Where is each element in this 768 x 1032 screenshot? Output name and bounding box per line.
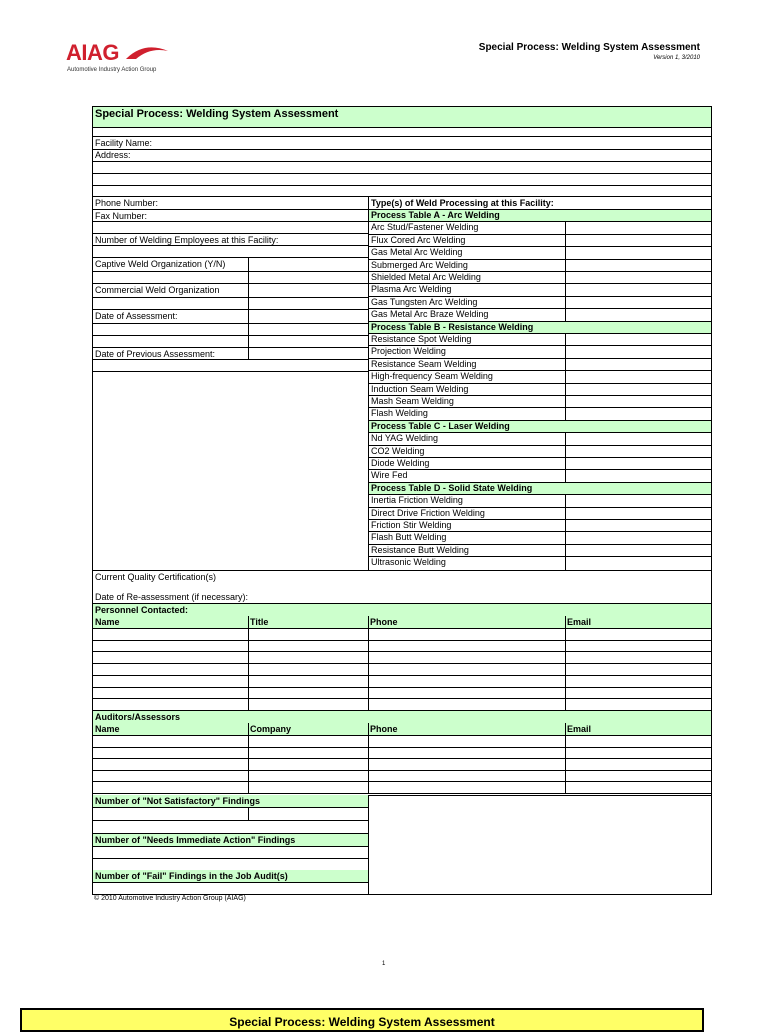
- next-page-title: Special Process: Welding System Assessment: [229, 1015, 495, 1029]
- aud-col-company: Company: [248, 723, 368, 735]
- finding-needs-immediate-action: Number of "Needs Immediate Action" Findings: [93, 834, 368, 846]
- process-row: Induction Seam Welding: [371, 384, 469, 394]
- date-assessment-label: Date of Assessment:: [95, 311, 178, 321]
- aud-col-name: Name: [93, 723, 248, 735]
- pers-col-title: Title: [248, 616, 368, 628]
- process-row: Shielded Metal Arc Welding: [371, 272, 481, 282]
- process-row: Plasma Arc Welding: [371, 284, 452, 294]
- personnel-title: Personnel Contacted:: [93, 604, 711, 616]
- process-row: High-frequency Seam Welding: [371, 371, 493, 381]
- process-table-header: Process Table B - Resistance Welding: [369, 322, 711, 333]
- process-row: Mash Seam Welding: [371, 396, 454, 406]
- assessment-form: [92, 106, 712, 895]
- aud-col-email: Email: [565, 723, 711, 735]
- aud-col-phone: Phone: [368, 723, 565, 735]
- process-row: Diode Welding: [371, 458, 430, 468]
- auditors-title: Auditors/Assessors: [93, 711, 711, 723]
- process-row: Gas Metal Arc Braze Welding: [371, 309, 489, 319]
- process-row: Flux Cored Arc Welding: [371, 235, 466, 245]
- process-row: Resistance Spot Welding: [371, 334, 472, 344]
- commercial-weld-label: Commercial Weld Organization: [95, 285, 220, 295]
- process-row: Resistance Seam Welding: [371, 359, 477, 369]
- date-previous-assessment-label: Date of Previous Assessment:: [95, 349, 216, 359]
- form-title: Special Process: Welding System Assessment: [93, 107, 711, 127]
- process-table-header: Process Table A - Arc Welding: [369, 210, 711, 221]
- process-table-header: Process Table D - Solid State Welding: [369, 483, 711, 494]
- pers-col-phone: Phone: [368, 616, 565, 628]
- header-version: Version 1, 3/2010: [653, 55, 700, 61]
- captive-weld-label: Captive Weld Organization (Y/N): [95, 259, 226, 269]
- process-row: Submerged Arc Welding: [371, 260, 468, 270]
- finding-not-satisfactory: Number of "Not Satisfactory" Findings: [93, 795, 368, 807]
- page-number: 1: [382, 961, 386, 967]
- quality-cert-label: Current Quality Certification(s): [95, 572, 217, 582]
- pers-col-name: Name: [93, 616, 248, 628]
- process-row: Inertia Friction Welding: [371, 495, 463, 505]
- pers-col-email: Email: [565, 616, 711, 628]
- process-row: Friction Stir Welding: [371, 520, 452, 530]
- next-page-header: [20, 1008, 704, 1032]
- phone-number-label: Phone Number:: [95, 198, 159, 208]
- finding-fail-job-audit: Number of "Fail" Findings in the Job Audit(s): [93, 870, 368, 882]
- process-row: Gas Tungsten Arc Welding: [371, 297, 478, 307]
- logo-brand: AIAG: [66, 40, 119, 65]
- header-title: Special Process: Welding System Assessment: [478, 42, 700, 53]
- process-row: Projection Welding: [371, 346, 446, 356]
- process-row: Arc Stud/Fastener Welding: [371, 222, 479, 232]
- process-row: Flash Welding: [371, 408, 428, 418]
- weld-types-header: Type(s) of Weld Processing at this Facility:: [371, 198, 554, 208]
- process-row: Resistance Butt Welding: [371, 545, 469, 555]
- process-row: Ultrasonic Welding: [371, 557, 446, 567]
- copyright-footer: © 2010 Automotive Industry Action Group (AIAG): [94, 895, 246, 902]
- process-row: Gas Metal Arc Welding: [371, 247, 463, 257]
- logo-subtitle: Automotive Industry Action Group: [67, 67, 157, 73]
- aiag-logo: [66, 40, 176, 76]
- facility-name-label: Facility Name:: [95, 138, 153, 148]
- process-row: Flash Butt Welding: [371, 532, 447, 542]
- address-label: Address:: [95, 150, 131, 160]
- process-table-header: Process Table C - Laser Welding: [369, 421, 711, 432]
- process-row: Nd YAG Welding: [371, 433, 439, 443]
- process-row: CO2 Welding: [371, 446, 425, 456]
- fax-number-label: Fax Number:: [95, 211, 148, 221]
- process-row: Wire Fed: [371, 470, 408, 480]
- reassessment-label: Date of Re-assessment (if necessary):: [95, 592, 249, 602]
- logo-swoosh-icon: [124, 45, 170, 63]
- process-row: Direct Drive Friction Welding: [371, 508, 485, 518]
- welding-employees-label: Number of Welding Employees at this Facility:: [95, 235, 279, 245]
